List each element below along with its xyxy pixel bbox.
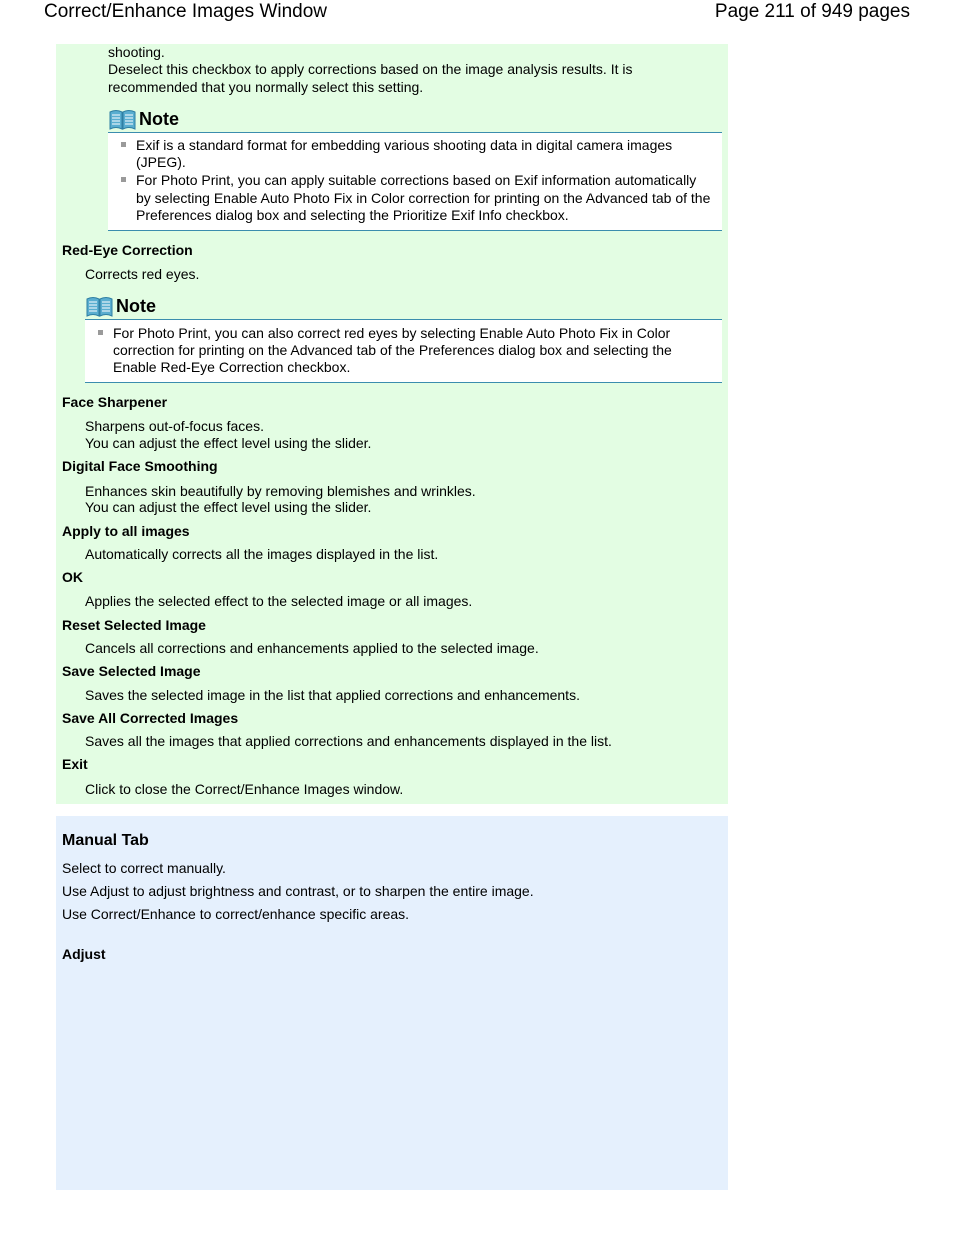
open-book-icon	[86, 296, 113, 317]
exit-desc: Click to close the Correct/Enhance Images window.	[85, 781, 404, 797]
digital-face-line-2: You can adjust the effect level using the slider.	[85, 499, 372, 515]
red-eye-desc: Corrects red eyes.	[85, 266, 200, 282]
digital-face-heading: Digital Face Smoothing	[62, 458, 218, 474]
note-item-text: Exif is a standard format for embedding various shooting data in digital camera images	[136, 137, 673, 153]
manual-line-2: Use Adjust to adjust brightness and contrast, or to sharpen the entire image.	[62, 883, 534, 899]
square-bullet-icon	[121, 142, 126, 147]
face-sharpener-line-2: You can adjust the effect level using the slider.	[85, 435, 372, 451]
manual-line-3: Use Correct/Enhance to correct/enhance specific areas.	[62, 906, 410, 922]
note-item-text: correction for printing on the Advanced tab of the Preferences dialog box and selecting the	[113, 342, 672, 358]
apply-all-heading: Apply to all images	[62, 523, 190, 539]
note-heading	[109, 108, 179, 130]
note-item-text: Enable Red-Eye Correction checkbox.	[113, 359, 351, 375]
face-sharpener-line-1: Sharpens out-of-focus faces.	[85, 418, 264, 434]
note-heading	[86, 295, 156, 317]
manual-tab-heading: Manual Tab	[62, 832, 149, 849]
page-title: Correct/Enhance Images Window	[44, 1, 328, 22]
open-book-icon	[109, 109, 136, 130]
ok-heading: OK	[62, 569, 83, 585]
reset-desc: Cancels all corrections and enhancements applied to the selected image.	[85, 640, 539, 656]
intro-line-1: shooting.	[108, 44, 165, 60]
save-all-desc: Saves all the images that applied corrections and enhancements displayed in the list.	[85, 733, 612, 749]
red-eye-heading: Red-Eye Correction	[62, 242, 193, 258]
exit-heading: Exit	[62, 756, 88, 772]
intro-line-3: recommended that you normally select this setting.	[108, 79, 424, 95]
intro-line-2: Deselect this checkbox to apply corrections based on the image analysis results. It is	[108, 61, 633, 77]
square-bullet-icon	[98, 330, 103, 335]
note-item-text: For Photo Print, you can also correct red eyes by selecting Enable Auto Photo Fix in Color	[113, 325, 671, 341]
save-selected-desc: Saves the selected image in the list that applied corrections and enhancements.	[85, 687, 580, 703]
save-selected-heading: Save Selected Image	[62, 663, 201, 679]
reset-heading: Reset Selected Image	[62, 617, 206, 633]
note-title: Note	[116, 296, 156, 316]
adjust-heading: Adjust	[62, 946, 106, 962]
note-item-text: by selecting Enable Auto Photo Fix in Color correction for printing on the Advanced tab of the	[136, 190, 711, 206]
note-item-text: Preferences dialog box and selecting the Prioritize Exif Info checkbox.	[136, 207, 569, 223]
square-bullet-icon	[121, 177, 126, 182]
manual-line-1: Select to correct manually.	[62, 860, 226, 876]
face-sharpener-heading: Face Sharpener	[62, 394, 168, 410]
note-title: Note	[139, 109, 179, 129]
digital-face-line-1: Enhances skin beautifully by removing blemishes and wrinkles.	[85, 483, 476, 499]
save-all-heading: Save All Corrected Images	[62, 710, 239, 726]
ok-desc: Applies the selected effect to the selected image or all images.	[85, 593, 473, 609]
note-item-text: For Photo Print, you can apply suitable corrections based on Exif information automatically	[136, 172, 697, 188]
apply-all-desc: Automatically corrects all the images displayed in the list.	[85, 546, 439, 562]
page-counter: Page 211 of 949 pages	[714, 1, 910, 22]
note-item-text: (JPEG).	[136, 154, 186, 170]
